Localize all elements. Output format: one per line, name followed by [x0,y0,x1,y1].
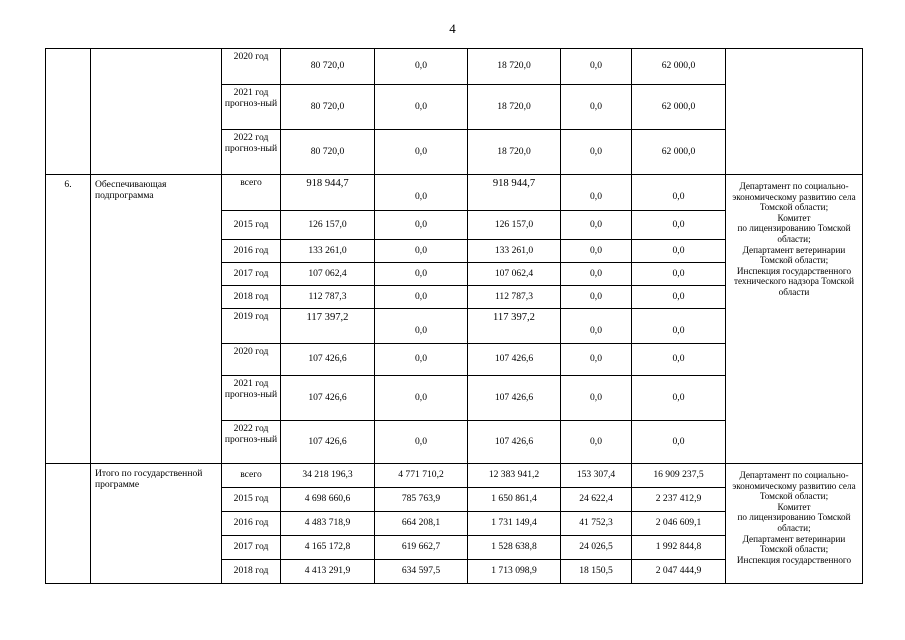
value-cell: 0,0 [632,211,726,240]
year-cell: 2016 год [222,240,281,263]
value-cell: 107 426,6 [468,376,561,421]
value-cell: 0,0 [561,85,632,130]
value-cell: 107 426,6 [281,376,375,421]
value-cell: 0,0 [375,211,468,240]
value-cell: 1 713 098,9 [468,560,561,584]
value-text: 117 397,2 [493,311,535,323]
value-cell: 0,0 [561,240,632,263]
year-cell: 2017 год [222,263,281,286]
value-cell: 107 062,4 [468,263,561,286]
responsible-executors [726,464,863,584]
value-cell: 24 026,5 [561,536,632,560]
subprogram-name: Обеспечивающая подпрограмма [91,175,222,464]
value-text: 918 944,7 [492,178,536,190]
value-cell: 0,0 [561,286,632,309]
year-cell: 2016 год [222,512,281,536]
responsible-line: Департамент ветеринарии Томской области; [742,533,846,555]
value-cell: 664 208,1 [375,512,468,536]
value-cell: 0,0 [561,421,632,464]
value-cell: 0,0 [561,263,632,286]
value-cell: 0,0 [632,286,726,309]
row-number: 6. [46,175,91,464]
value-cell: 16 909 237,5 [632,464,726,488]
value-cell: 107 426,6 [281,344,375,376]
value-cell: 80 720,0 [281,49,375,85]
table-row [46,175,863,211]
value-cell: 112 787,3 [281,286,375,309]
value-cell: 112 787,3 [468,286,561,309]
value-cell: 1 731 149,4 [468,512,561,536]
value-cell: 133 261,0 [468,240,561,263]
year-cell: 2015 год [222,488,281,512]
value-cell: 4 483 718,9 [281,512,375,536]
year-cell: 2018 год [222,560,281,584]
value-cell: 4 413 291,9 [281,560,375,584]
value-cell: 0,0 [561,211,632,240]
year-cell: всего [222,175,281,211]
table-row [46,49,863,85]
year-cell: 2017 год [222,536,281,560]
value-cell: 62 000,0 [632,49,726,85]
value-text: 0,0 [415,324,427,336]
year-cell: 2019 год [222,309,281,344]
total-name: Итого по государственной программе [91,464,222,584]
value-cell [375,175,468,211]
value-cell [468,175,561,211]
value-cell: 0,0 [561,376,632,421]
budget-table [45,48,863,584]
value-cell: 4 165 172,8 [281,536,375,560]
year-cell: 2021 год прогноз-ный [222,85,281,130]
value-text: 918 944,7 [306,178,349,190]
year-cell: 2022 год прогноз-ный [222,421,281,464]
responsible-cell-empty [726,49,863,175]
value-cell: 133 261,0 [281,240,375,263]
value-cell: 18 720,0 [468,49,561,85]
value-cell: 0,0 [632,263,726,286]
value-cell: 107 062,4 [281,263,375,286]
value-cell: 0,0 [375,130,468,175]
value-cell [281,309,375,344]
value-cell: 0,0 [632,240,726,263]
value-cell: 0,0 [375,376,468,421]
value-cell [281,175,375,211]
year-cell: 2018 год [222,286,281,309]
responsible-line: Комитет [777,501,811,512]
value-cell: 0,0 [632,344,726,376]
value-cell: 62 000,0 [632,85,726,130]
year-cell: 2015 год [222,211,281,240]
number-cell-empty [46,49,91,175]
value-cell: 0,0 [375,263,468,286]
value-cell: 634 597,5 [375,560,468,584]
number-cell-empty [46,464,91,584]
value-cell: 12 383 941,2 [468,464,561,488]
value-cell: 18 720,0 [468,85,561,130]
value-cell: 0,0 [632,376,726,421]
responsible-line: Департамент по социально-экономическому развитию села Томской области; [732,470,856,502]
value-cell: 1 650 861,4 [468,488,561,512]
responsible-line: по лицензированию Томской области; [737,223,851,244]
value-cell: 34 218 196,3 [281,464,375,488]
value-cell: 619 662,7 [375,536,468,560]
value-cell [632,175,726,211]
value-cell [375,309,468,344]
responsible-line: Инспекция государственного [736,554,852,565]
value-cell: 0,0 [375,421,468,464]
year-cell: всего [222,464,281,488]
value-cell: 62 000,0 [632,130,726,175]
value-cell: 0,0 [632,421,726,464]
page-number: 4 [449,21,456,36]
value-cell: 107 426,6 [468,421,561,464]
value-cell [561,175,632,211]
year-cell: 2021 год прогноз-ный [222,376,281,421]
value-cell: 0,0 [375,344,468,376]
value-text: 0,0 [415,191,427,203]
value-cell: 4 771 710,2 [375,464,468,488]
value-cell [561,309,632,344]
value-cell: 0,0 [375,286,468,309]
value-cell: 2 046 609,1 [632,512,726,536]
responsible-executors [726,175,863,464]
value-text: 0,0 [590,324,602,336]
value-cell: 0,0 [375,240,468,263]
value-text: 0,0 [672,324,685,336]
value-text: 0,0 [672,191,685,203]
value-cell: 126 157,0 [281,211,375,240]
table-row [46,464,863,488]
value-cell: 0,0 [375,49,468,85]
value-cell [632,309,726,344]
value-cell: 4 698 660,6 [281,488,375,512]
value-cell: 2 237 412,9 [632,488,726,512]
value-cell: 18 150,5 [561,560,632,584]
name-cell-empty [91,49,222,175]
value-cell: 1 528 638,8 [468,536,561,560]
value-cell: 107 426,6 [281,421,375,464]
responsible-line: Департамент по социально-экономическому развитию села Томской области; [732,181,856,213]
value-cell: 107 426,6 [468,344,561,376]
responsible-line: Департамент ветеринарии Томской области; [742,244,846,266]
value-cell: 0,0 [561,130,632,175]
value-cell: 80 720,0 [281,85,375,130]
year-cell: 2022 год прогноз-ный [222,130,281,175]
value-text: 117 397,2 [306,311,349,323]
year-cell: 2020 год [222,344,281,376]
value-cell: 0,0 [561,344,632,376]
value-cell: 18 720,0 [468,130,561,175]
value-cell: 80 720,0 [281,130,375,175]
responsible-line: по лицензированию Томской области; [737,512,851,533]
value-cell: 1 992 844,8 [632,536,726,560]
value-cell: 0,0 [561,49,632,85]
value-cell: 2 047 444,9 [632,560,726,584]
responsible-line: Инспекция государственного технического надзора Томской области [733,265,855,297]
year-cell: 2020 год [222,49,281,85]
value-cell: 0,0 [375,85,468,130]
responsible-line: Комитет [777,212,811,223]
value-cell: 785 763,9 [375,488,468,512]
value-cell: 126 157,0 [468,211,561,240]
value-cell [468,309,561,344]
value-text: 0,0 [590,191,602,203]
value-cell: 153 307,4 [561,464,632,488]
value-cell: 24 622,4 [561,488,632,512]
value-cell: 41 752,3 [561,512,632,536]
